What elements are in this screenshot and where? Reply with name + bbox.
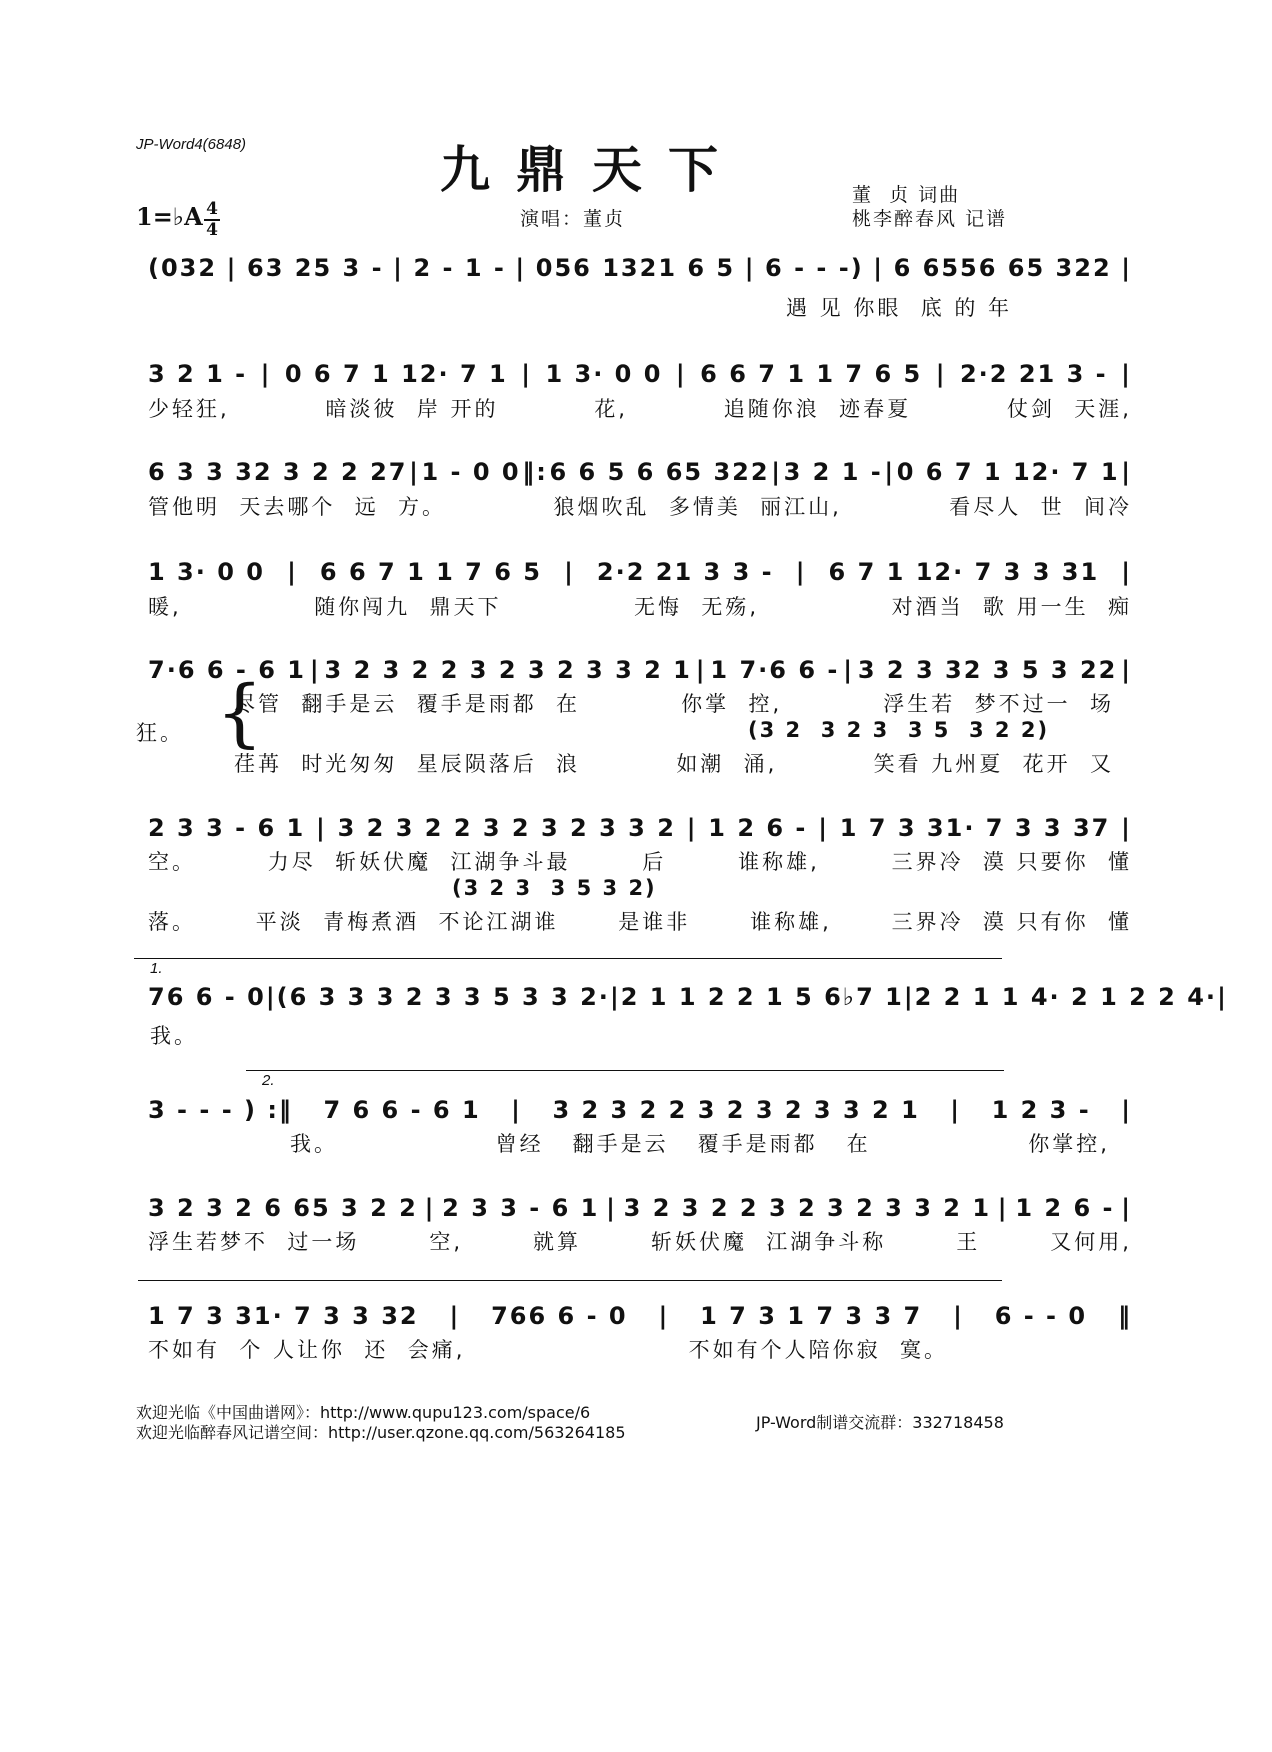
score-line-3-notes bbox=[148, 458, 1132, 487]
note-group: 6 3 3 32 3 2 2 27 bbox=[148, 458, 408, 486]
lyric-segment: 看尽人 世 间冷 bbox=[949, 495, 1132, 519]
note-group: 2 - 1 - bbox=[413, 254, 506, 282]
barline: | bbox=[609, 983, 621, 1011]
barline: |( bbox=[265, 983, 290, 1011]
alt-notes: (3 2 3 2 3 3 5 3 2 2) bbox=[748, 718, 1050, 742]
score-line-2-notes bbox=[148, 360, 1132, 389]
barline: | bbox=[1121, 814, 1132, 842]
note-group: 6 6 7 1 1 7 6 5 bbox=[700, 360, 923, 388]
barline: | bbox=[658, 1302, 670, 1330]
lyric-segment: 少轻狂, bbox=[148, 397, 230, 421]
lyric-segment: 三界冷 漠 只有你 懂 bbox=[891, 910, 1132, 934]
lyric-segment: 你掌控, bbox=[1028, 1132, 1110, 1156]
lyric-segment: 空。 bbox=[148, 850, 196, 874]
score-line-10-notes bbox=[148, 1302, 1132, 1331]
note-group: 6 - - -) bbox=[765, 254, 864, 282]
barline: | bbox=[316, 814, 327, 842]
note-group: 1 3· 0 0 bbox=[148, 558, 265, 586]
barline: | bbox=[606, 1194, 617, 1222]
note-group: 1 2 6 - bbox=[1015, 1194, 1115, 1222]
barline: | bbox=[935, 360, 947, 388]
lyric-segment: 管他明 天去哪个 远 方。 bbox=[148, 495, 447, 519]
lyric-segment: 对酒当 歌 用一生 痴 bbox=[891, 595, 1132, 619]
note-group: 6 3 3 3 2 3 3 5 3 3 2· bbox=[289, 983, 610, 1011]
phrase-line bbox=[138, 1280, 1002, 1281]
barline: | bbox=[873, 254, 885, 282]
note-group: 3 2 3 2 2 3 2 3 2 3 3 2 1 bbox=[324, 656, 692, 684]
barline: | bbox=[287, 558, 298, 586]
score-line-1-notes bbox=[148, 254, 1132, 283]
lyric-segment: 又何用, bbox=[1050, 1230, 1132, 1254]
barline: | bbox=[1121, 254, 1132, 282]
final-barline: ‖ bbox=[1117, 1302, 1132, 1330]
note-group: 1 2 3 - bbox=[991, 1096, 1091, 1124]
note-group: 3 2 1 - bbox=[148, 360, 248, 388]
lyric-segment: 谁称雄, bbox=[750, 910, 832, 934]
lyric-segment: 三界冷 漠 只要你 懂 bbox=[891, 850, 1132, 874]
note-group: 2·2 21 3 - bbox=[959, 360, 1108, 388]
note-group: 3 2 3 2 6 65 3 2 2 bbox=[148, 1194, 418, 1222]
lyric-segment: 遇 见 你眼 底 的 年 bbox=[786, 296, 1013, 320]
lyric-segment: 暖, bbox=[148, 595, 182, 619]
barline: | bbox=[409, 458, 420, 486]
lyric-segment: 追随你浪 迹春夏 bbox=[723, 397, 912, 421]
lyric-segment: 曾经 翻手是云 覆手是雨都 在 bbox=[495, 1132, 871, 1156]
barline: | bbox=[675, 360, 687, 388]
note-group: 1 7 3 1 7 3 3 7 bbox=[700, 1302, 923, 1330]
score-line-8-notes bbox=[148, 1096, 1132, 1125]
barline: | bbox=[1217, 983, 1228, 1011]
score-line-8-lyrics bbox=[290, 1128, 1110, 1158]
score-line-5-lyrics-a bbox=[234, 688, 1114, 718]
lyric-segment: 荏苒 时光匆匆 星辰陨落后 浪 bbox=[234, 752, 581, 776]
lyric-segment: 空, bbox=[429, 1230, 464, 1254]
barline: | bbox=[771, 458, 782, 486]
alt-notes: (3 2 3 3 5 3 2) bbox=[452, 876, 657, 900]
barline: | bbox=[1121, 558, 1132, 586]
note-group: 2 3 3 - 6 1 bbox=[148, 814, 306, 842]
score-line-9-notes bbox=[148, 1194, 1132, 1223]
note-group: 6 6 7 1 1 7 6 5 bbox=[319, 558, 542, 586]
score-line-5-notes bbox=[148, 656, 1132, 685]
verse-brace: { bbox=[216, 670, 264, 756]
lyric-segment: 不如有 个 人让你 还 会痛, bbox=[148, 1338, 466, 1362]
score-line-10-lyrics bbox=[148, 1334, 948, 1364]
barline: | bbox=[884, 458, 896, 486]
barline: | bbox=[1121, 1096, 1132, 1124]
volta-mark: 1. bbox=[150, 960, 163, 977]
barline: | bbox=[695, 656, 707, 684]
lyric-segment: 落。 bbox=[148, 910, 196, 934]
note-group: 2·2 21 3 3 - bbox=[596, 558, 774, 586]
note-group: 1 2 6 - bbox=[708, 814, 808, 842]
barline: | bbox=[1121, 458, 1132, 486]
score-line-9-lyrics bbox=[148, 1226, 1132, 1256]
repeat-start: ‖: bbox=[522, 458, 548, 486]
lyric-segment: 谁称雄, bbox=[738, 850, 820, 874]
note-group: 0 6 7 1 12· 7 1 bbox=[896, 458, 1120, 486]
note-group: 6 7 1 12· 7 3 3 31 bbox=[828, 558, 1100, 586]
barline: | bbox=[795, 558, 807, 586]
transcriber: 桃李醉春风 记谱 bbox=[852, 208, 1008, 230]
barline: | bbox=[997, 1194, 1009, 1222]
barline: | bbox=[950, 1096, 962, 1124]
lyric-segment: 随你闯九 鼎天下 bbox=[314, 595, 502, 619]
lyric-segment: 王 bbox=[956, 1230, 981, 1254]
side-lyric: 狂。 bbox=[136, 721, 184, 745]
barline: | bbox=[1121, 360, 1132, 388]
footer-site-link[interactable]: 欢迎光临《中国曲谱网》：http://www.qupu123.com/space/6 bbox=[136, 1403, 591, 1422]
lyric-segment: 就算 bbox=[532, 1230, 581, 1254]
barline: | bbox=[521, 360, 532, 388]
barline: | bbox=[744, 254, 756, 282]
barline: | bbox=[226, 254, 238, 282]
barline: | bbox=[564, 558, 575, 586]
score-line-7-notes bbox=[148, 983, 1228, 1012]
barline: | bbox=[515, 254, 527, 282]
score-line-6-notes bbox=[148, 814, 1132, 843]
note-group: 3 2 3 2 2 3 2 3 2 3 3 2 bbox=[337, 814, 676, 842]
note-group: 63 25 3 - bbox=[247, 254, 384, 282]
note-group: 1 3· 0 0 bbox=[545, 360, 663, 388]
performer: 演唱：董贞 bbox=[520, 208, 626, 230]
note-group: 3 - - - ) :‖ bbox=[148, 1096, 293, 1124]
lyric-segment: 是谁非 bbox=[618, 910, 691, 934]
barline: | bbox=[1121, 1194, 1132, 1222]
lyric-segment: 我。 bbox=[150, 1024, 198, 1048]
note-group: 1 7·6 6 - bbox=[710, 656, 840, 684]
note-group: 1 7 3 31· 7 3 3 32 bbox=[148, 1302, 419, 1330]
note-group: 3 2 3 2 2 3 2 3 2 3 3 2 1 bbox=[552, 1096, 920, 1124]
note-group: 6 6556 65 322 bbox=[893, 254, 1112, 282]
note-group: 3 2 3 32 3 5 3 22 bbox=[857, 656, 1118, 684]
barline: | bbox=[686, 814, 698, 842]
score-line-4-lyrics bbox=[148, 591, 1132, 621]
time-sig-bottom: 4 bbox=[206, 220, 218, 240]
barline: | bbox=[393, 254, 404, 282]
note-group: 2 2 1 1 4· 2 1 2 2 4· bbox=[914, 983, 1218, 1011]
barline: | bbox=[309, 656, 321, 684]
lyric-segment: 狼烟吹乱 多情美 丽江山, bbox=[553, 495, 842, 519]
barline: | bbox=[260, 360, 272, 388]
lyric-segment: 斩妖伏魔 江湖争斗称 bbox=[650, 1230, 887, 1254]
score-line-3-lyrics bbox=[148, 491, 1132, 521]
lyric-segment: 不如有个人陪你寂 寞。 bbox=[688, 1338, 948, 1362]
volta-line bbox=[246, 1070, 1004, 1071]
score-line-4-notes bbox=[148, 558, 1132, 587]
note-group: 7 6 6 - 6 1 bbox=[323, 1096, 481, 1124]
note-group: (032 bbox=[148, 254, 218, 282]
volta-line bbox=[134, 958, 1002, 959]
note-group: 76 6 - 0 bbox=[148, 983, 266, 1011]
barline: | bbox=[818, 814, 829, 842]
score-line-2-lyrics bbox=[148, 393, 1132, 423]
note-group: 056 1321 6 5 bbox=[535, 254, 736, 282]
lyric-segment: 你掌 控, bbox=[681, 692, 783, 716]
score-line-7-lyrics bbox=[150, 1020, 198, 1050]
lyric-segment: 无悔 无殇, bbox=[634, 595, 760, 619]
key-signature: 1=♭A bbox=[136, 202, 203, 231]
barline: | bbox=[424, 1194, 436, 1222]
score-line-6-lyrics-a bbox=[148, 846, 1132, 876]
footer-group: JP-Word制谱交流群：332718458 bbox=[756, 1413, 1004, 1432]
page-title: 九鼎天下 bbox=[440, 140, 744, 199]
note-group: 3 2 3 2 2 3 2 3 2 3 3 2 1 bbox=[623, 1194, 992, 1222]
time-signature bbox=[204, 201, 220, 239]
note-group: 6 6 5 6 65 322 bbox=[549, 458, 770, 486]
lyric-segment: 笑看 九州夏 花开 又 bbox=[873, 752, 1114, 776]
note-group: 7·6 6 - 6 1 bbox=[148, 656, 306, 684]
note-group: 3 2 1 - bbox=[783, 458, 883, 486]
lyric-segment: 力尽 斩妖伏魔 江湖争斗最 bbox=[267, 850, 571, 874]
barline: | bbox=[1121, 656, 1132, 684]
note-group: 6 - - 0 bbox=[994, 1302, 1088, 1330]
volta-mark: 2. bbox=[262, 1072, 275, 1089]
barline: | bbox=[953, 1302, 964, 1330]
note-group: 1 - 0 0 bbox=[421, 458, 521, 486]
note-group: 2 1 1 2 2 1 5 6♭7 1 bbox=[620, 983, 904, 1011]
time-sig-top: 4 bbox=[206, 199, 218, 219]
lyric-segment: 仗剑 天涯, bbox=[1006, 397, 1132, 421]
score-line-1-lyrics bbox=[786, 292, 1012, 322]
barline: | bbox=[449, 1302, 461, 1330]
score-line-5-lyrics-b bbox=[234, 748, 1114, 778]
lyric-segment: 平淡 青梅煮酒 不论江湖谁 bbox=[255, 910, 559, 934]
barline: | bbox=[903, 983, 915, 1011]
note-group: 2 3 3 - 6 1 bbox=[442, 1194, 600, 1222]
lyricist-composer: 董 贞 词曲 bbox=[852, 184, 961, 206]
lyric-segment: 浮生若梦不 过一场 bbox=[148, 1230, 360, 1254]
lyric-segment: 我。 bbox=[290, 1132, 338, 1156]
app-tag: JP-Word4(6848) bbox=[136, 136, 247, 153]
lyric-segment: 花, bbox=[594, 397, 628, 421]
lyric-segment: 后 bbox=[642, 850, 667, 874]
barline: | bbox=[511, 1096, 522, 1124]
footer-space-link[interactable]: 欢迎光临醉春风记谱空间：http://user.qzone.qq.com/563264185 bbox=[136, 1423, 626, 1442]
lyric-segment: 暗淡彼 岸 开的 bbox=[325, 397, 499, 421]
note-group: 0 6 7 1 12· 7 1 bbox=[284, 360, 508, 388]
note-group: 1 7 3 31· 7 3 3 37 bbox=[839, 814, 1111, 842]
score-line-6-lyrics-b bbox=[148, 906, 1132, 936]
note-group: 766 6 - 0 bbox=[491, 1302, 628, 1330]
lyric-segment: 尽管 翻手是云 覆手是雨都 在 bbox=[234, 692, 581, 716]
barline: | bbox=[843, 656, 854, 684]
lyric-segment: 如潮 涌, bbox=[676, 752, 778, 776]
lyric-segment: 浮生若 梦不过一 场 bbox=[883, 692, 1114, 716]
